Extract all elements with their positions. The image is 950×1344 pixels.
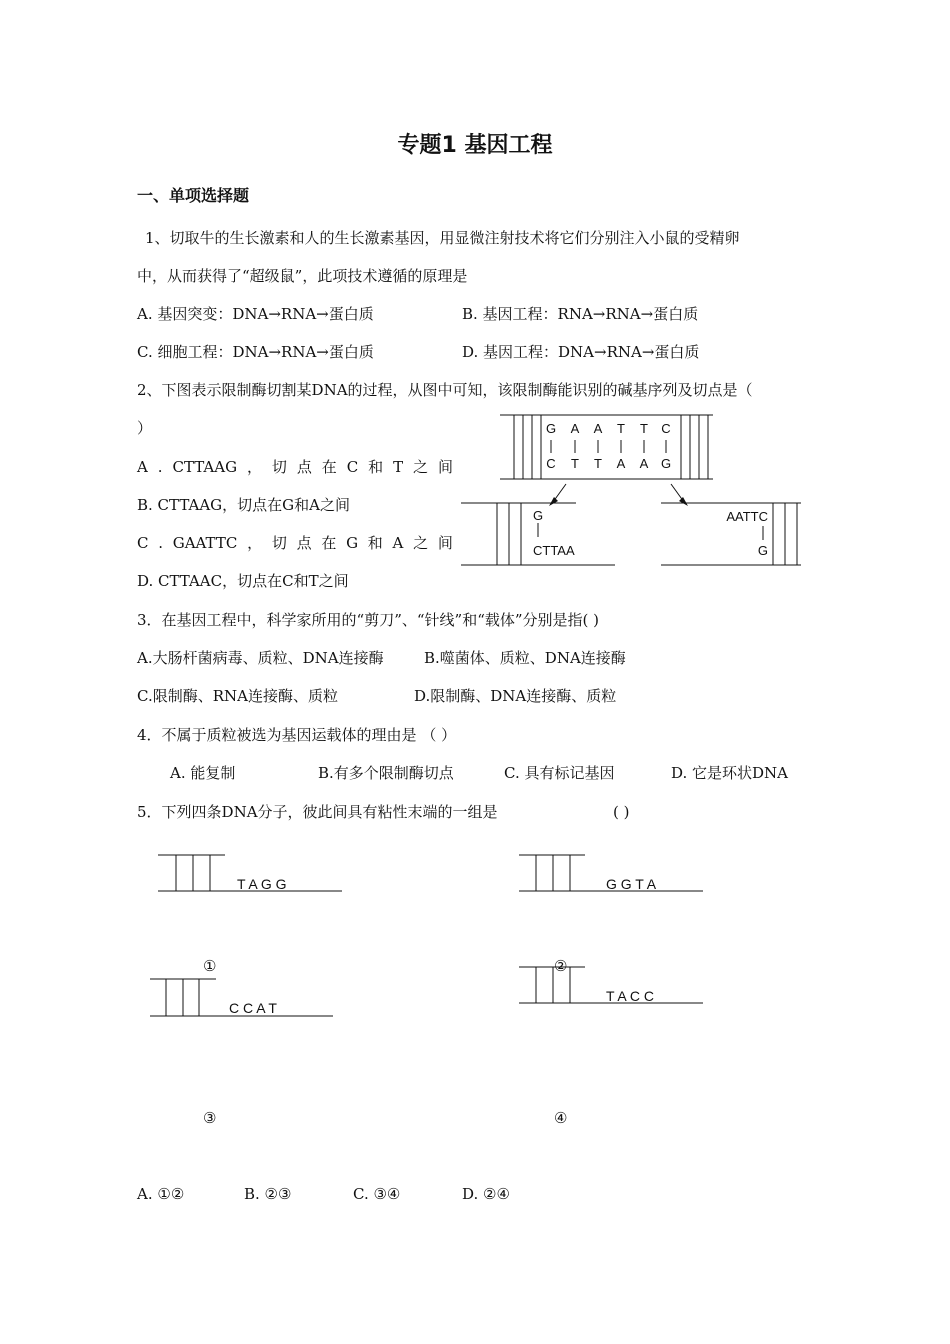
q4-option-c: C. 具有标记基因 xyxy=(504,764,615,782)
q4-option-b: B.有多个限制酶切点 xyxy=(318,764,454,782)
q3-stem: 3．在基因工程中，科学家所用的“剪刀”、“针线”和“载体”分别是指( ) xyxy=(137,611,600,629)
q4-option-a: A. 能复制 xyxy=(170,764,236,782)
right-fragment-top: AATTC xyxy=(726,509,768,524)
q5-answer-paren: ( ) xyxy=(613,803,630,821)
dna-top-base-4: T xyxy=(617,421,625,436)
q3-option-b: B.噬菌体、质粒、DNA连接酶 xyxy=(424,649,626,667)
q3-option-c: C.限制酶、RNA连接酶、质粒 xyxy=(137,687,338,705)
q5-stem: 5．下列四条DNA分子，彼此间具有粘性末端的一组是 xyxy=(137,803,498,821)
q4-option-d: D. 它是环状DNA xyxy=(671,764,789,782)
q2-stem-line2: ） xyxy=(137,419,153,437)
q2-option-b: B. CTTAAG，切点在G和A之间 xyxy=(137,496,350,514)
q3-option-a: A.大肠杆菌病毒、质粒、DNA连接酶 xyxy=(137,649,384,667)
page-title: 专题1 基因工程 xyxy=(397,133,553,158)
dna-top-base-6: C xyxy=(661,421,671,436)
q2-option-d: D. CTTAAC，切点在C和T之间 xyxy=(137,572,349,590)
section-heading: 一、单项选择题 xyxy=(137,186,250,205)
q5-option-d: D. ②④ xyxy=(462,1185,510,1203)
dna-bottom-base-1: C xyxy=(546,456,556,471)
q5-molecule-2-sequence: G G T A xyxy=(606,876,657,892)
dna-top-base-1: G xyxy=(545,421,557,436)
q5-molecule-4-sequence: T A C C xyxy=(606,988,654,1004)
q4-stem: 4．不属于质粒被选为基因运载体的理由是 （ ） xyxy=(137,726,457,744)
q1-option-d: D. 基因工程：DNA→RNA→蛋白质 xyxy=(462,343,700,361)
q5-molecule-1-sequence: T A G G xyxy=(237,876,287,892)
dna-bottom-base-5: A xyxy=(639,456,649,471)
q1-stem-line2: 中，从而获得了“超级鼠”，此项技术遵循的原理是 xyxy=(137,267,468,285)
q2-option-c: C . GAATTC ， 切 点 在 G 和 A 之 间 xyxy=(137,534,453,552)
dna-top-base-2: A xyxy=(570,421,580,436)
q2-stem-line1: 2、下图表示限制酶切割某DNA的过程，从图中可知，该限制酶能识别的碱基序列及切点是（ xyxy=(137,381,753,399)
dna-bottom-base-4: A xyxy=(616,456,626,471)
q5-option-a: A. ①② xyxy=(137,1185,185,1203)
q5-option-b: B. ②③ xyxy=(244,1185,292,1203)
q1-option-b: B. 基因工程：RNA→RNA→蛋白质 xyxy=(462,305,699,323)
dna-bottom-base-3: T xyxy=(594,456,602,471)
q5-label-3: ③ xyxy=(203,1109,217,1127)
dna-bottom-base-2: T xyxy=(571,456,579,471)
q5-label-4: ④ xyxy=(554,1109,568,1127)
q1-stem-line1: 1、切取牛的生长激素和人的生长激素基因，用显微注射技术将它们分别注入小鼠的受精卵 xyxy=(145,229,740,247)
q5-label-2: ② xyxy=(554,957,568,975)
left-fragment-bottom: CTTAA xyxy=(533,543,575,558)
q5-option-c: C. ③④ xyxy=(353,1185,401,1203)
dna-bottom-base-6: G xyxy=(660,456,672,471)
right-fragment-bottom: G xyxy=(757,543,768,558)
dna-top-base-5: T xyxy=(640,421,648,436)
q3-option-d: D.限制酶、DNA连接酶、质粒 xyxy=(414,687,617,705)
q1-option-c: C. 细胞工程：DNA→RNA→蛋白质 xyxy=(137,343,374,361)
dna-top-base-3: A xyxy=(593,421,603,436)
left-fragment-top: G xyxy=(533,508,544,523)
q1-option-a: A. 基因突变：DNA→RNA→蛋白质 xyxy=(137,305,374,323)
q5-molecule-3-sequence: C C A T xyxy=(229,1000,277,1016)
q5-label-1: ① xyxy=(203,957,217,975)
q2-option-a: A . CTTAAG ， 切 点 在 C 和 T 之 间 xyxy=(137,458,453,476)
